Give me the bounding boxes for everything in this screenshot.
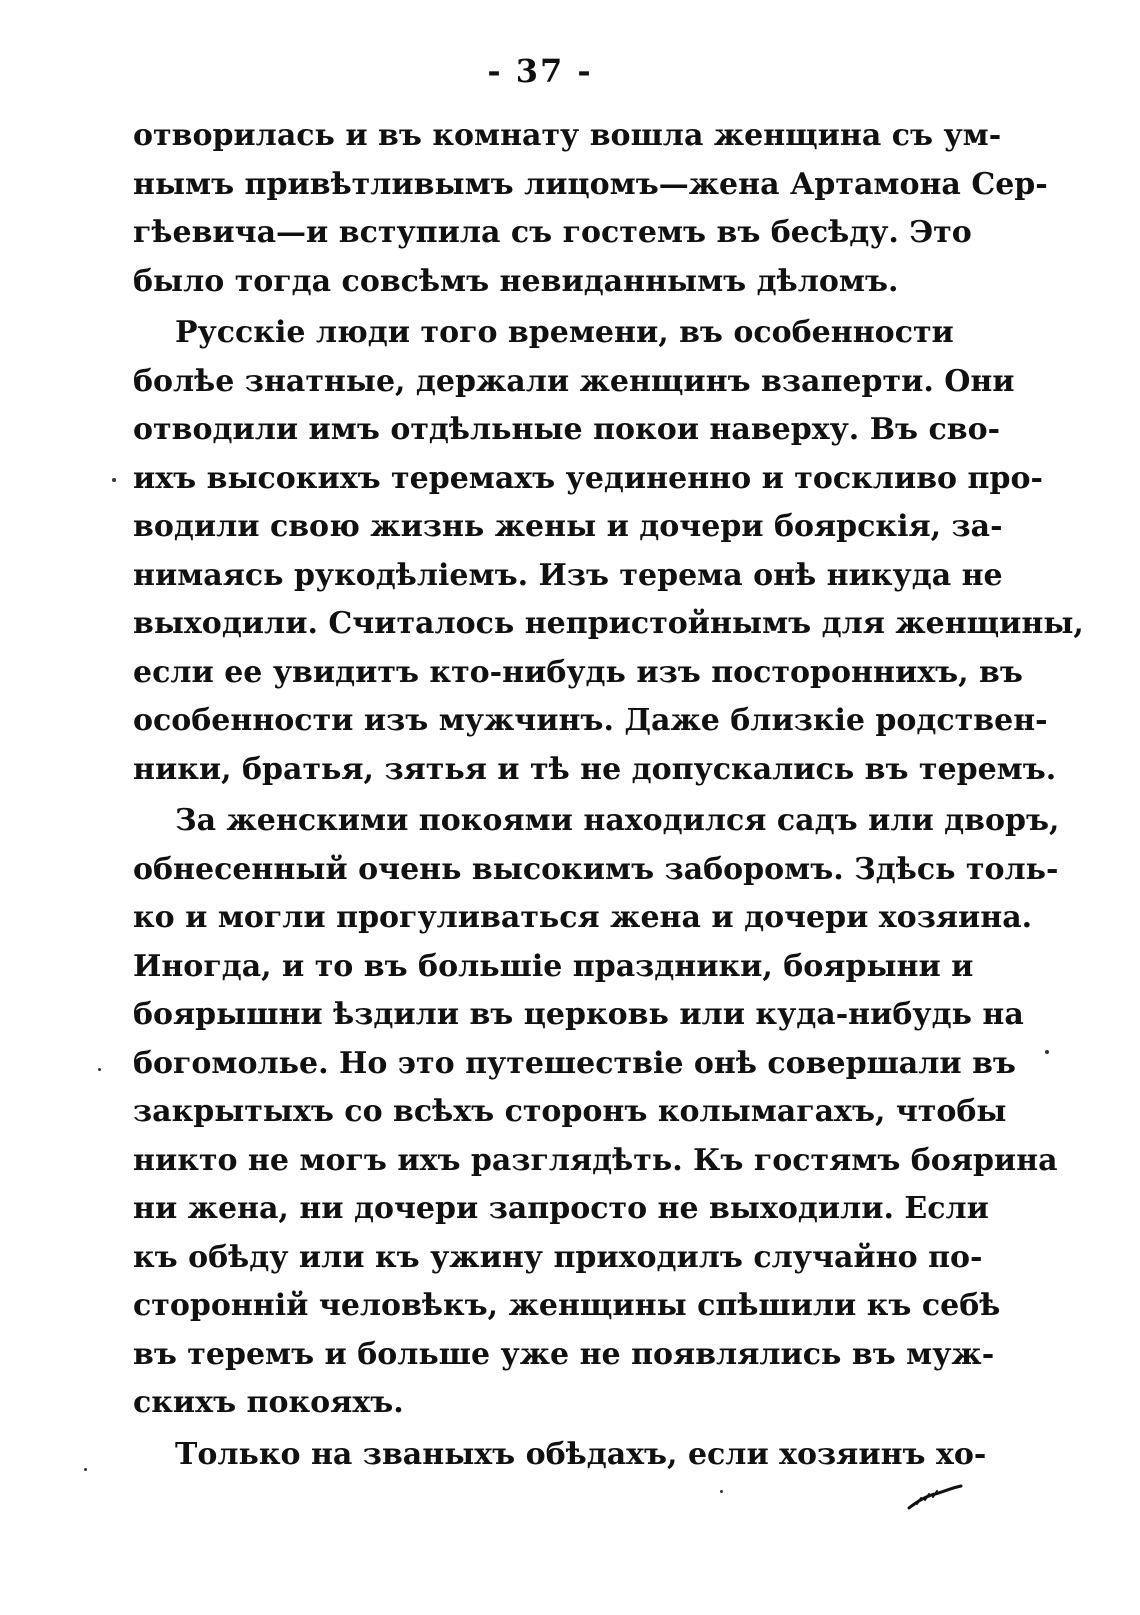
text-line: было тогда совсѣмъ невиданнымъ дѣломъ.	[133, 263, 899, 299]
paper-speck	[1045, 1050, 1049, 1054]
text-line: богомолье. Но это путешествіе онѣ совершали въ	[133, 1045, 1016, 1081]
ink-flourish-icon	[905, 1478, 965, 1514]
text-line: сторонній человѣкъ, женщины спѣшили къ себѣ	[133, 1288, 1001, 1323]
paper-speck	[98, 1068, 101, 1071]
paper-speck	[84, 1468, 87, 1471]
paper-speck	[720, 1490, 723, 1493]
text-line: скихъ покояхъ.	[133, 1385, 404, 1420]
text-line: Иногда, и то въ большіе праздники, боярыни и	[133, 948, 974, 984]
text-line: если ее увидитъ кто-нибудь изъ постороннихъ, въ	[133, 654, 1023, 690]
paragraph-first-line: Только на званыхъ обѣдахъ, если хозяинъ хо-	[175, 1436, 987, 1472]
text-line: нымъ привѣтливымъ лицомъ—жена Артамона Сер-	[133, 166, 1048, 202]
text-line: ни жена, ни дочери запросто не выходили. Если	[133, 1191, 989, 1226]
text-line: отворилась и въ комнату вошла женщина съ ум-	[133, 118, 1002, 153]
body-text	[133, 112, 1084, 1479]
text-line: нимаясь рукодѣліемъ. Изъ терема онѣ никуда не	[133, 557, 1003, 593]
text-line: боярышни ѣздили въ церковь или куда-нибудь на	[133, 997, 1024, 1032]
text-line: въ теремъ и больше уже не появлялись въ муж-	[133, 1336, 995, 1372]
text-line: выходили. Считалось непристойнымъ для женщины,	[133, 606, 1084, 641]
text-line: закрытыхъ со всѣхъ сторонъ колымагахъ, чтобы	[133, 1094, 1007, 1129]
text-line: болѣе знатные, держали женщинъ взаперти. Они	[133, 363, 1015, 399]
text-line: водили свою жизнь жены и дочери боярскія, за-	[133, 509, 1003, 544]
paragraph-first-line: За женскими покоями находился садъ или дворъ,	[175, 803, 1060, 838]
text-line: ники, братья, зятья и тѣ не допускались въ теремъ.	[133, 751, 1057, 787]
text-line: обнесенный очень высокимъ заборомъ. Здѣсь толь-	[133, 851, 1059, 887]
paper-speck	[112, 478, 116, 482]
text-line: ихъ высокихъ теремахъ уединенно и тоскливо про-	[133, 460, 1043, 496]
text-line: ко и могли прогуливаться жена и дочери хозяина.	[133, 900, 1033, 935]
text-line: особенности изъ мужчинъ. Даже близкіе родствен-	[133, 703, 1048, 738]
text-line: никто не могъ ихъ разглядѣть. Къ гостямъ боярина	[133, 1142, 1058, 1178]
paragraph-first-line: Русскіе люди того времени, въ особенности	[175, 315, 954, 350]
text-line: гѣевича—и вступила съ гостемъ въ бесѣду. Это	[133, 215, 972, 250]
page-number: - 37 -	[487, 52, 593, 90]
text-line: къ обѣду или къ ужину приходилъ случайно по-	[133, 1239, 983, 1275]
text-line: отводили имъ отдѣльные покои наверху. Въ сво-	[133, 412, 1001, 447]
